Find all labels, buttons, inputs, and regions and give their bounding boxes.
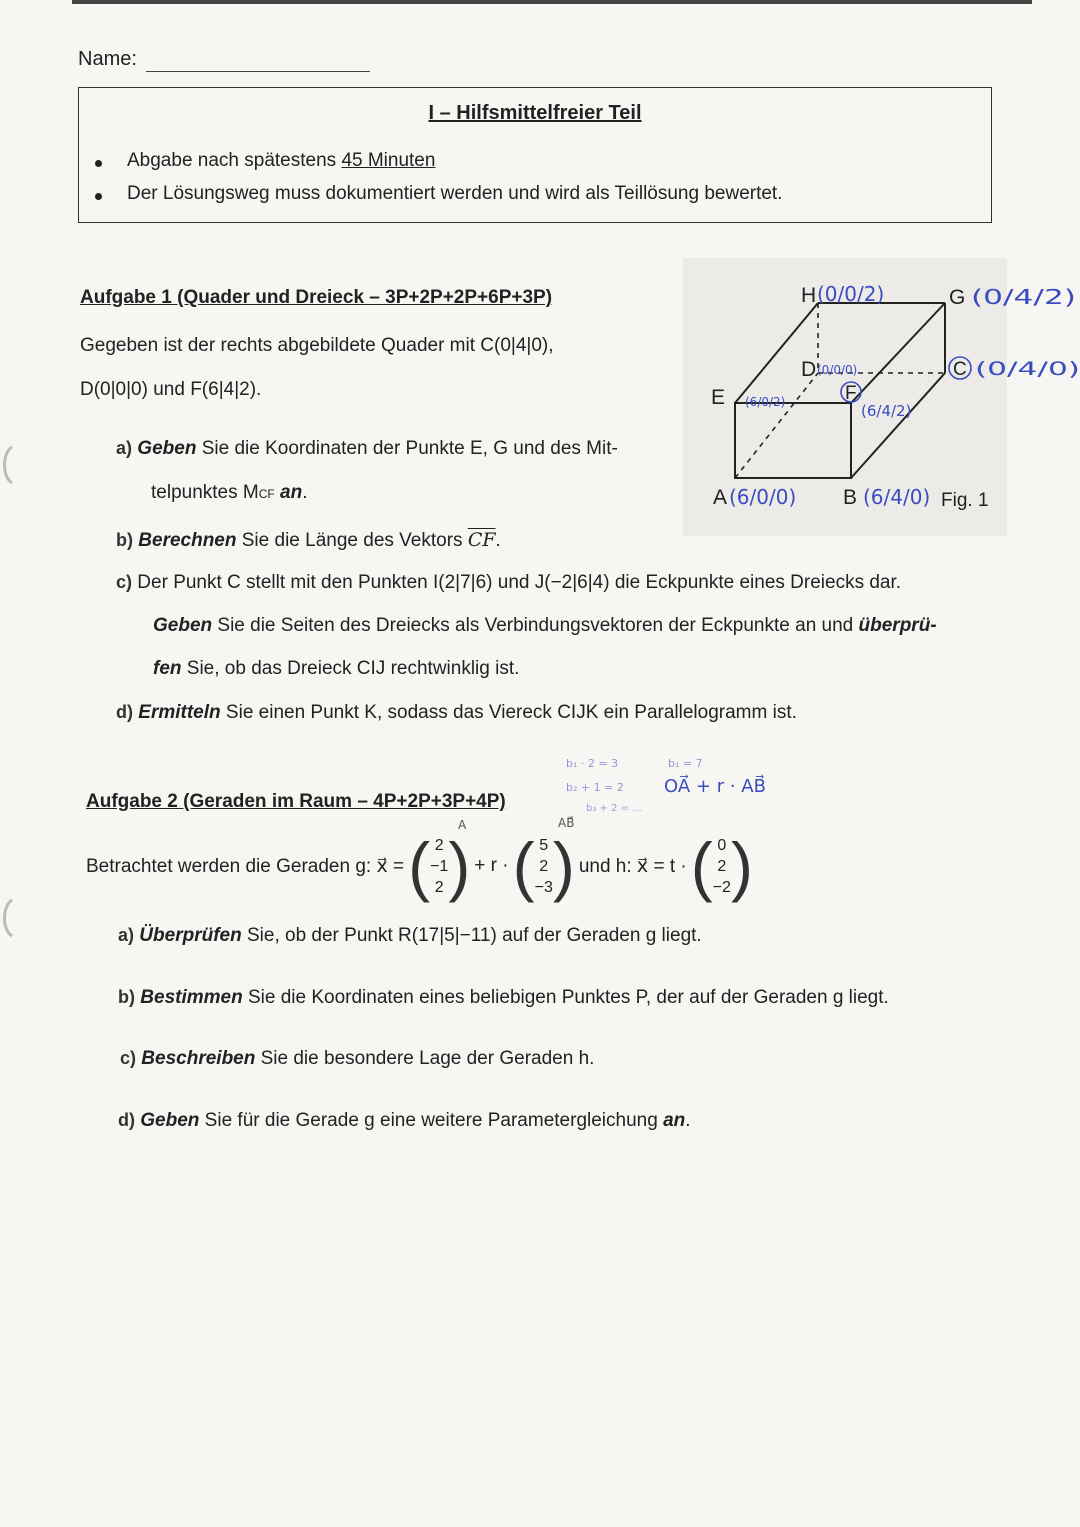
cuboid-figure xyxy=(683,258,1080,536)
subtask-marker: b) xyxy=(118,987,135,1007)
top-rule xyxy=(72,0,1032,4)
task1-c-cont2: fen Sie, ob das Dreieck CIJ rechtwinklig ist. xyxy=(153,658,520,679)
vector-component: 2 xyxy=(539,857,549,875)
hand-a-label: A xyxy=(458,818,467,832)
label-E: E xyxy=(711,386,726,409)
name-line[interactable] xyxy=(146,71,370,72)
bullet-deadline: Abgabe nach spätestens 45 Minuten xyxy=(127,150,435,172)
section-title: I – Hilfsmittelfreier Teil xyxy=(428,102,642,124)
subtask-marker: c) xyxy=(120,1048,137,1068)
task2-b: b) Bestimmen Sie die Koordinaten eines beliebigen Punktes P, der auf der Geraden g liegt. xyxy=(118,987,889,1008)
task2-d: d) Geben Sie für die Gerade g eine weitere Parametergleichung an. xyxy=(118,1110,691,1131)
label-B: B xyxy=(843,486,858,509)
coord-D: (0/0/0) xyxy=(817,363,858,377)
h-direction-vector: ( 0 2 −2 ) xyxy=(690,829,753,903)
label-G: G xyxy=(949,286,966,309)
task1-c-cont: Geben Sie die Seiten des Dreiecks als Verbindungsvektoren der Eckpunkte an und überprü- xyxy=(153,615,937,636)
punch-hole-shadow xyxy=(0,445,12,485)
bullet-solution: Der Lösungsweg muss dokumentiert werden und wird als Teillösung bewertet. xyxy=(127,183,783,205)
task2-title: Aufgabe 2 (Geraden im Raum – 4P+2P+3P+4P) xyxy=(86,791,506,812)
hand-note-2: b₂ + 1 = 2 xyxy=(566,781,624,794)
coord-G: (0/4/2) xyxy=(971,285,1076,309)
vector-component: 2 xyxy=(434,836,444,854)
task1-d: d) Ermitteln Sie einen Punkt K, sodass das Viereck CIJK ein Parallelogramm ist. xyxy=(116,702,797,723)
subtask-marker: a) xyxy=(118,925,135,945)
task2-c: c) Beschreiben Sie die besondere Lage der Geraden h. xyxy=(120,1048,595,1069)
task1-intro-2: D(0|0|0) und F(6|4|2). xyxy=(80,379,262,400)
label-A: A xyxy=(713,486,728,509)
hand-note-3: b₃ + 2 = ... xyxy=(586,803,642,814)
label-H: H xyxy=(801,284,817,307)
vector-component: 0 xyxy=(717,836,727,854)
vector-component: 2 xyxy=(717,857,727,875)
subtask-marker: c) xyxy=(116,572,133,592)
coord-B: (6/4/0) xyxy=(863,485,931,509)
subtask-marker: b) xyxy=(116,530,133,550)
label-C: C xyxy=(953,359,967,380)
vector-component: 2 xyxy=(434,878,444,896)
vector-component: 5 xyxy=(539,836,549,854)
subtask-marker: d) xyxy=(118,1110,135,1130)
label-F: F xyxy=(845,383,857,404)
hand-vector-eq: OA⃗ + r · AB⃗ xyxy=(664,776,766,797)
task1-a: a) Geben Sie die Koordinaten der Punkte E, G und des Mit- xyxy=(116,438,618,459)
punch-hole-shadow xyxy=(0,898,12,938)
coord-H: (0/0/2) xyxy=(817,282,885,306)
figure-caption: Fig. 1 xyxy=(941,490,989,511)
task1-c: c) Der Punkt C stellt mit den Punkten I(2|7|6) und J(−2|6|4) die Eckpunkte eines Dreiecks dar. xyxy=(116,572,902,593)
coord-E: (6/0/2) xyxy=(745,395,786,409)
hand-ab-label: AB⃗ xyxy=(558,816,575,830)
coord-F: (6/4/2) xyxy=(861,402,912,420)
instructions-box xyxy=(78,87,992,223)
subtask-marker: d) xyxy=(116,702,133,722)
label-D: D xyxy=(801,358,817,381)
coord-A: (6/0/0) xyxy=(729,485,797,509)
vector-component: −1 xyxy=(430,857,449,875)
vector-component: −3 xyxy=(534,878,553,896)
bullet-dot xyxy=(95,160,102,167)
subtask-marker: a) xyxy=(116,438,133,458)
task1-b: b) Berechnen Sie die Länge des Vektors $\overline{CF}$. xyxy=(116,529,501,551)
task1-intro-1: Gegeben ist der rechts abgebildete Quader mit C(0|4|0), xyxy=(80,335,554,356)
task2-equation: Betrachtet werden die Geraden g: x⃗ = ( 2 −1 2 ) + r · ( 5 2 −3 ) und h: x⃗ = t · ( 0 2 −2 ) xyxy=(86,829,753,903)
hand-note-4: b₁ = 7 xyxy=(668,757,703,770)
task1-title: Aufgabe 1 (Quader und Dreieck – 3P+2P+2P+6P+3P) xyxy=(80,287,553,308)
task1-a-cont: telpunktes MCF an. xyxy=(151,482,308,503)
g-support-vector: ( 2 −1 2 ) xyxy=(408,829,471,903)
coord-C: (0/4/0) xyxy=(975,358,1080,380)
bullet-dot xyxy=(95,193,102,200)
hand-note-1: b₁ · 2 = 3 xyxy=(566,757,619,770)
g-direction-vector: ( 5 2 −3 ) xyxy=(512,829,575,903)
vector-component: −2 xyxy=(712,878,731,896)
name-label: Name: xyxy=(78,48,137,70)
task2-a: a) Überprüfen Sie, ob der Punkt R(17|5|−11) auf der Geraden g liegt. xyxy=(118,925,702,946)
